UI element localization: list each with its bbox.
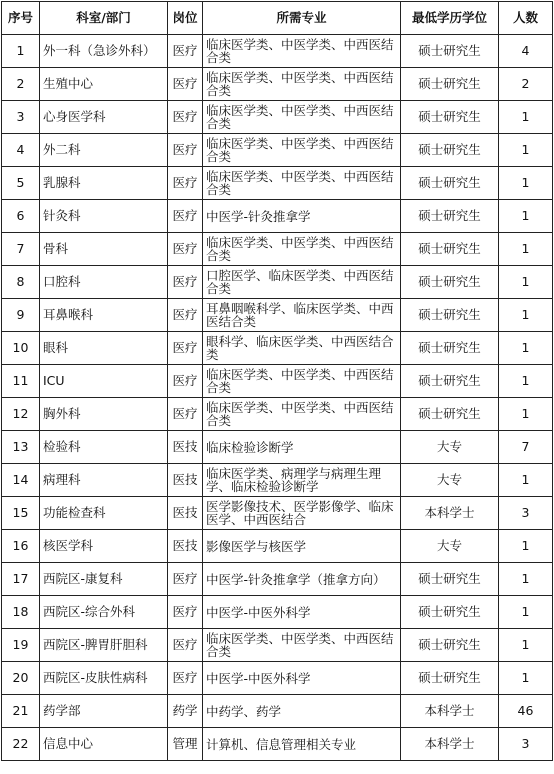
major-cell: 中医学-针灸推拿学: [203, 200, 401, 233]
row-number: 18: [2, 596, 40, 629]
row-number: 13: [2, 431, 40, 464]
degree-cell: 硕士研究生: [401, 35, 499, 68]
major-cell: 临床检验诊断学: [203, 431, 401, 464]
post-cell: 医技: [168, 431, 203, 464]
dept-cell: 眼科: [40, 332, 168, 365]
count-cell: 1: [499, 233, 553, 266]
post-cell: 医疗: [168, 629, 203, 662]
degree-cell: 硕士研究生: [401, 167, 499, 200]
row-number: 10: [2, 332, 40, 365]
major-cell: 中医学-中医外科学: [203, 596, 401, 629]
row-number: 15: [2, 497, 40, 530]
post-cell: 医疗: [168, 101, 203, 134]
table-row: [2, 200, 553, 233]
count-cell: 1: [499, 134, 553, 167]
count-cell: 1: [499, 662, 553, 695]
table-row: [2, 728, 553, 761]
table-row: [2, 596, 553, 629]
dept-cell: 药学部: [40, 695, 168, 728]
table-row: [2, 464, 553, 497]
degree-cell: 大专: [401, 530, 499, 563]
post-cell: 医疗: [168, 365, 203, 398]
count-cell: 4: [499, 35, 553, 68]
dept-cell: 耳鼻喉科: [40, 299, 168, 332]
row-number: 5: [2, 167, 40, 200]
degree-cell: 大专: [401, 431, 499, 464]
major-cell: 医学影像技术、医学影像学、临床医学、中西医结合: [203, 497, 401, 530]
major-cell: 临床医学类、中医学类、中西医结合类: [203, 629, 401, 662]
recruitment-table: [1, 1, 553, 761]
dept-cell: 生殖中心: [40, 68, 168, 101]
count-cell: 1: [499, 563, 553, 596]
count-cell: 1: [499, 464, 553, 497]
major-cell: 临床医学类、病理学与病理生理学、临床检验诊断学: [203, 464, 401, 497]
table-row: [2, 530, 553, 563]
major-cell: 临床医学类、中医学类、中西医结合类: [203, 365, 401, 398]
degree-cell: 大专: [401, 464, 499, 497]
degree-cell: 硕士研究生: [401, 68, 499, 101]
dept-cell: 外二科: [40, 134, 168, 167]
dept-cell: 病理科: [40, 464, 168, 497]
row-number: 9: [2, 299, 40, 332]
count-cell: 46: [499, 695, 553, 728]
row-number: 1: [2, 35, 40, 68]
post-cell: 医疗: [168, 398, 203, 431]
dept-cell: 心身医学科: [40, 101, 168, 134]
count-cell: 1: [499, 101, 553, 134]
table-row: [2, 431, 553, 464]
table-row: [2, 497, 553, 530]
major-cell: 临床医学类、中医学类、中西医结合类: [203, 167, 401, 200]
row-number: 22: [2, 728, 40, 761]
count-cell: 1: [499, 200, 553, 233]
post-cell: 医疗: [168, 332, 203, 365]
count-cell: 3: [499, 728, 553, 761]
table-row: [2, 68, 553, 101]
row-number: 7: [2, 233, 40, 266]
dept-cell: 功能检查科: [40, 497, 168, 530]
table-row: [2, 695, 553, 728]
post-cell: 管理: [168, 728, 203, 761]
dept-cell: 西院区-康复科: [40, 563, 168, 596]
row-number: 3: [2, 101, 40, 134]
count-cell: 2: [499, 68, 553, 101]
table-row: [2, 233, 553, 266]
major-cell: 中医学-中医外科学: [203, 662, 401, 695]
degree-cell: 本科学士: [401, 497, 499, 530]
degree-cell: 硕士研究生: [401, 233, 499, 266]
major-cell: 临床医学类、中医学类、中西医结合类: [203, 68, 401, 101]
table-row: [2, 35, 553, 68]
major-cell: 口腔医学、临床医学类、中西医结合类: [203, 266, 401, 299]
post-cell: 医疗: [168, 596, 203, 629]
count-cell: 1: [499, 299, 553, 332]
row-number: 14: [2, 464, 40, 497]
dept-cell: 检验科: [40, 431, 168, 464]
degree-cell: 硕士研究生: [401, 332, 499, 365]
major-cell: 临床医学类、中医学类、中西医结合类: [203, 101, 401, 134]
post-cell: 药学: [168, 695, 203, 728]
table-row: [2, 398, 553, 431]
row-number: 6: [2, 200, 40, 233]
post-cell: 医疗: [168, 563, 203, 596]
row-number: 19: [2, 629, 40, 662]
header-major: 所需专业: [203, 2, 401, 35]
degree-cell: 硕士研究生: [401, 299, 499, 332]
count-cell: 1: [499, 332, 553, 365]
degree-cell: 硕士研究生: [401, 200, 499, 233]
count-cell: 1: [499, 596, 553, 629]
major-cell: 影像医学与核医学: [203, 530, 401, 563]
header-degree: 最低学历学位: [401, 2, 499, 35]
degree-cell: 本科学士: [401, 728, 499, 761]
post-cell: 医疗: [168, 35, 203, 68]
post-cell: 医疗: [168, 299, 203, 332]
table-row: [2, 662, 553, 695]
row-number: 16: [2, 530, 40, 563]
header-row: [2, 2, 553, 35]
degree-cell: 硕士研究生: [401, 596, 499, 629]
major-cell: 中医学-针灸推拿学（推拿方向）: [203, 563, 401, 596]
header-count: 人数: [499, 2, 553, 35]
count-cell: 1: [499, 530, 553, 563]
count-cell: 1: [499, 266, 553, 299]
major-cell: 耳鼻咽喉科学、临床医学类、中西医结合类: [203, 299, 401, 332]
dept-cell: 骨科: [40, 233, 168, 266]
dept-cell: 外一科（急诊外科）: [40, 35, 168, 68]
row-number: 8: [2, 266, 40, 299]
post-cell: 医疗: [168, 266, 203, 299]
post-cell: 医疗: [168, 134, 203, 167]
header-post: 岗位: [168, 2, 203, 35]
post-cell: 医技: [168, 464, 203, 497]
header-dept: 科室/部门: [40, 2, 168, 35]
post-cell: 医疗: [168, 662, 203, 695]
post-cell: 医技: [168, 530, 203, 563]
degree-cell: 硕士研究生: [401, 101, 499, 134]
major-cell: 临床医学类、中医学类、中西医结合类: [203, 233, 401, 266]
header-no: 序号: [2, 2, 40, 35]
dept-cell: ICU: [40, 365, 168, 398]
row-number: 20: [2, 662, 40, 695]
degree-cell: 硕士研究生: [401, 563, 499, 596]
dept-cell: 信息中心: [40, 728, 168, 761]
post-cell: 医疗: [168, 68, 203, 101]
post-cell: 医疗: [168, 200, 203, 233]
dept-cell: 乳腺科: [40, 167, 168, 200]
table-row: [2, 332, 553, 365]
dept-cell: 西院区-综合外科: [40, 596, 168, 629]
table-row: [2, 134, 553, 167]
row-number: 11: [2, 365, 40, 398]
major-cell: 眼科学、临床医学类、中西医结合类: [203, 332, 401, 365]
dept-cell: 西院区-脾胃肝胆科: [40, 629, 168, 662]
dept-cell: 胸外科: [40, 398, 168, 431]
post-cell: 医疗: [168, 167, 203, 200]
dept-cell: 针灸科: [40, 200, 168, 233]
count-cell: 1: [499, 365, 553, 398]
row-number: 4: [2, 134, 40, 167]
row-number: 12: [2, 398, 40, 431]
table-row: [2, 365, 553, 398]
major-cell: 临床医学类、中医学类、中西医结合类: [203, 35, 401, 68]
major-cell: 临床医学类、中医学类、中西医结合类: [203, 398, 401, 431]
table-row: [2, 167, 553, 200]
degree-cell: 本科学士: [401, 695, 499, 728]
count-cell: 3: [499, 497, 553, 530]
post-cell: 医疗: [168, 233, 203, 266]
table-body: [2, 35, 553, 761]
table-row: [2, 101, 553, 134]
degree-cell: 硕士研究生: [401, 134, 499, 167]
major-cell: 临床医学类、中医学类、中西医结合类: [203, 134, 401, 167]
row-number: 2: [2, 68, 40, 101]
post-cell: 医技: [168, 497, 203, 530]
count-cell: 1: [499, 629, 553, 662]
degree-cell: 硕士研究生: [401, 398, 499, 431]
count-cell: 1: [499, 398, 553, 431]
dept-cell: 核医学科: [40, 530, 168, 563]
dept-cell: 口腔科: [40, 266, 168, 299]
major-cell: 计算机、信息管理相关专业: [203, 728, 401, 761]
major-cell: 中药学、药学: [203, 695, 401, 728]
degree-cell: 硕士研究生: [401, 266, 499, 299]
degree-cell: 硕士研究生: [401, 662, 499, 695]
table-row: [2, 563, 553, 596]
count-cell: 1: [499, 167, 553, 200]
row-number: 21: [2, 695, 40, 728]
degree-cell: 硕士研究生: [401, 365, 499, 398]
dept-cell: 西院区-皮肤性病科: [40, 662, 168, 695]
degree-cell: 硕士研究生: [401, 629, 499, 662]
table-row: [2, 266, 553, 299]
row-number: 17: [2, 563, 40, 596]
table-row: [2, 629, 553, 662]
count-cell: 7: [499, 431, 553, 464]
table-row: [2, 299, 553, 332]
